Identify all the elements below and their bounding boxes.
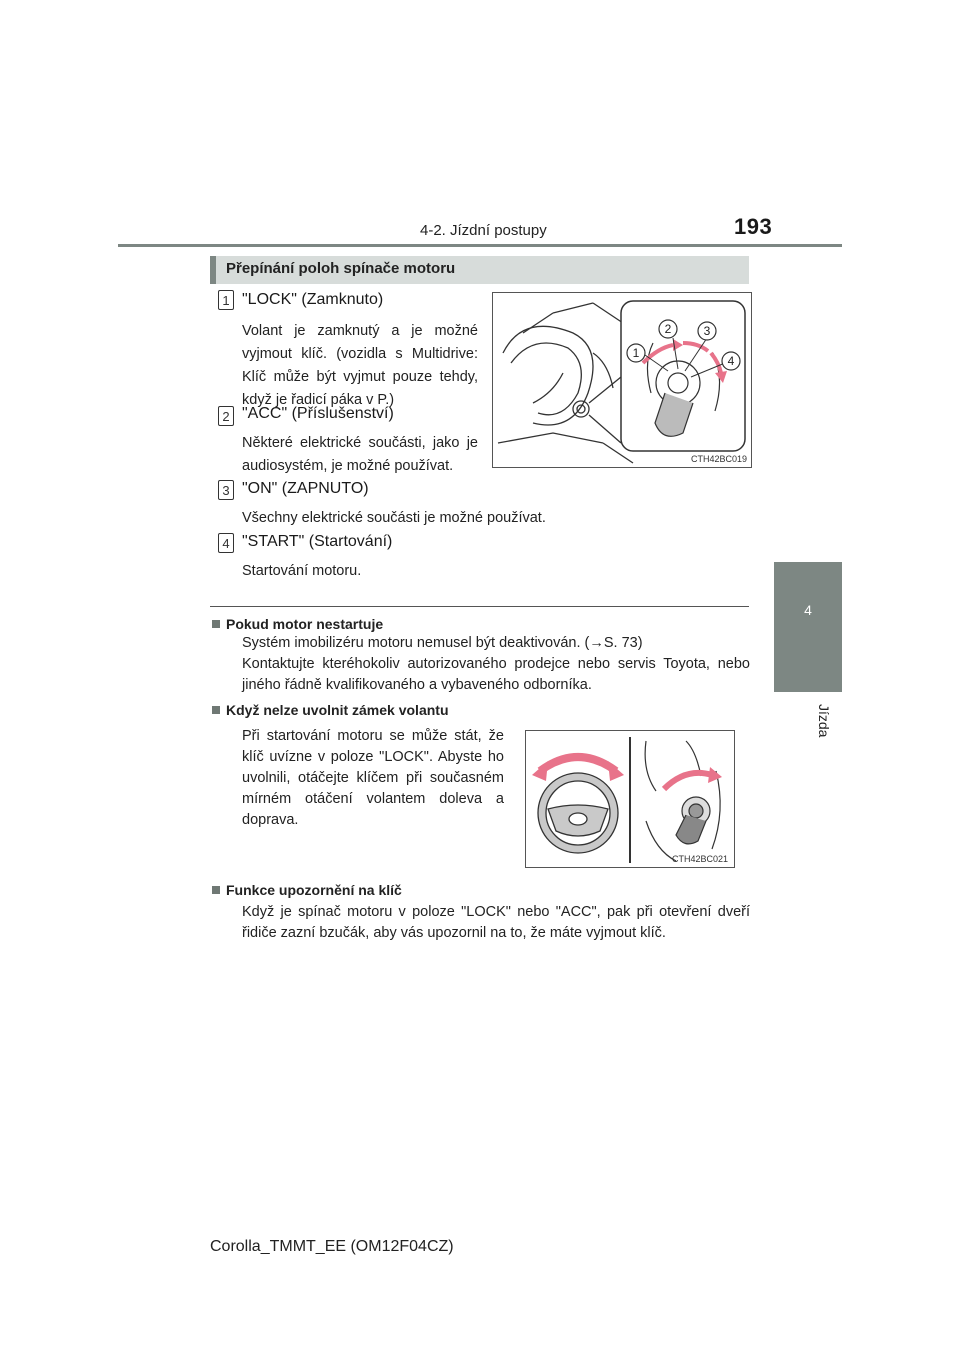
note-body: Když je spínač motoru v poloze "LOCK" nebo "ACC", pak při otevření dveří řidiče zazní bzučák, aby vás upozornil na to, že máte vyjmout klíč. [242, 904, 750, 941]
section-heading-bar [210, 256, 749, 284]
note-heading: Funkce upozornění na klíč [212, 882, 402, 898]
callout-label: 2 [664, 322, 672, 336]
item-title: "ACC" (Příslušenství) [242, 405, 394, 422]
chapter-tab [774, 562, 842, 692]
steering-lock-illustration [526, 731, 734, 867]
item-description: Volant je zamknutý a je možné vyjmout klíč. (vozidla s Multidrive: Klíč může být vyjmut pouze tehdy, když je řadicí páka v P.) [242, 323, 478, 408]
figure-code: CTH42BC019 [690, 454, 747, 464]
figure-code: CTH42BC021 [671, 854, 728, 864]
item-description: Některé elektrické součásti, jako je audiosystém, je možné používat. [242, 435, 478, 474]
callout-label: 3 [703, 324, 711, 338]
item-number-badge: 4 [218, 533, 234, 553]
header-rule [118, 244, 842, 247]
item-title: "START" (Startování) [242, 533, 393, 550]
callout-label: 1 [632, 346, 640, 360]
note-body: Systém imobilizéru motoru nemusel být deaktivován. (→S. 73) Kontaktujte kteréhokoliv autorizovaného prodejce nebo servis Toyota, nebo jiného řádně kvalifikovaného a vybaveného odborníka. [242, 635, 750, 693]
note-heading: Pokud motor nestartuje [212, 616, 383, 632]
section-heading-title: Přepínání poloh spínače motoru [226, 260, 456, 277]
ignition-switch-figure [492, 292, 752, 468]
square-bullet-icon [212, 620, 220, 628]
square-bullet-icon [212, 706, 220, 714]
notes-divider [210, 606, 749, 607]
section-heading-accent [210, 256, 216, 284]
square-bullet-icon [212, 886, 220, 894]
note-body: Při startování motoru se může stát, že klíč uvízne v poloze "LOCK". Abyste ho uvolnili, otáčejte klíčem při současném mírném otáčení volantem doleva a doprava. [242, 728, 504, 828]
item-title: "LOCK" (Zamknuto) [242, 291, 384, 308]
steering-lock-figure [525, 730, 735, 868]
chapter-tab-number: 4 [804, 602, 812, 618]
item-description: Všechny elektrické součásti je možné používat. [242, 510, 546, 526]
note-heading: Když nelze uvolnit zámek volantu [212, 702, 449, 718]
header-section-title: 4-2. Jízdní postupy [420, 222, 547, 239]
item-description: Startování motoru. [242, 563, 362, 579]
item-number-badge: 1 [218, 290, 234, 310]
page-number: 193 [734, 214, 773, 239]
ignition-switch-illustration [493, 293, 751, 467]
footer-model-code: Corolla_TMMT_EE (OM12F04CZ) [210, 1238, 454, 1255]
callout-label: 4 [727, 354, 735, 368]
item-title: "ON" (ZAPNUTO) [242, 480, 369, 497]
chapter-tab-label: Jízda [816, 704, 832, 738]
item-number-badge: 3 [218, 480, 234, 500]
item-number-badge: 2 [218, 406, 234, 426]
